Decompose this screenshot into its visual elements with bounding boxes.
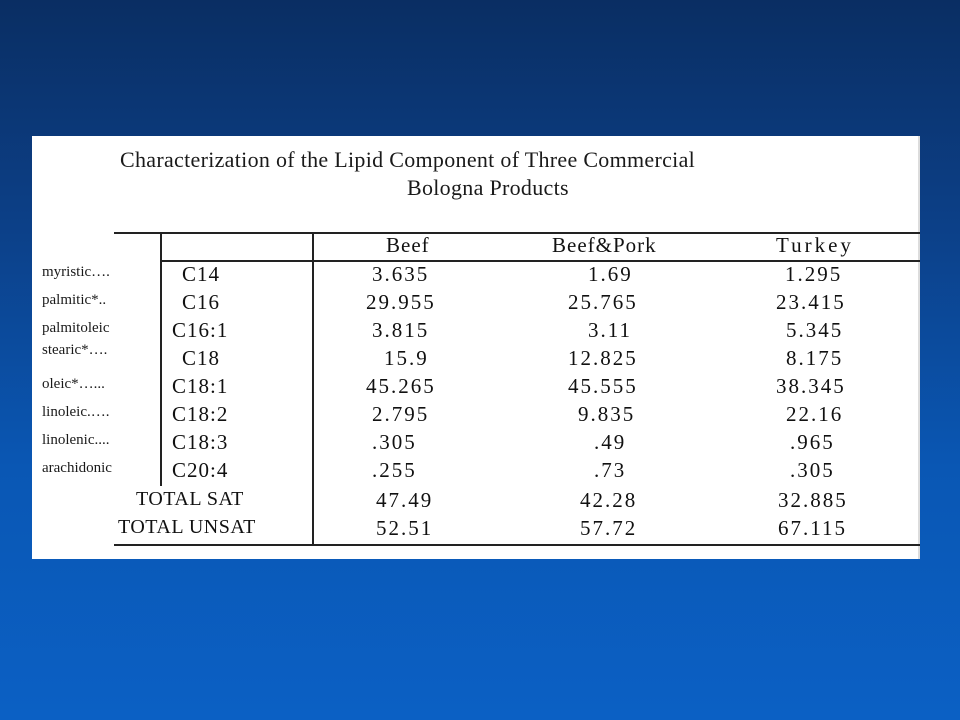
table-row bbox=[0, 374, 960, 402]
fatty-acid-code: C18:2 bbox=[172, 402, 229, 426]
turkey-total: 32.885 bbox=[778, 488, 848, 512]
beef-value: .305 bbox=[372, 430, 417, 454]
turkey-value: 38.345 bbox=[776, 374, 846, 398]
beef-value: 29.955 bbox=[366, 290, 436, 314]
total-label: TOTAL SAT bbox=[136, 488, 244, 510]
table-row bbox=[0, 430, 960, 458]
beef-pork-value: .73 bbox=[594, 458, 627, 482]
beef-pork-value: 45.555 bbox=[568, 374, 638, 398]
turkey-value: 23.415 bbox=[776, 290, 846, 314]
turkey-value: 22.16 bbox=[786, 402, 844, 426]
total-row bbox=[0, 488, 960, 516]
beef-value: 3.815 bbox=[372, 318, 430, 342]
slide-subtitle: Bologna Products bbox=[407, 175, 569, 200]
beef-total: 47.49 bbox=[376, 488, 434, 512]
column-header-beef: Beef bbox=[386, 233, 430, 257]
fatty-acid-code: C18:1 bbox=[172, 374, 229, 398]
turkey-value: .305 bbox=[790, 458, 835, 482]
fatty-acid-name: myristic…. bbox=[42, 264, 110, 280]
beef-pork-value: 1.69 bbox=[588, 262, 633, 286]
beef-pork-value: 12.825 bbox=[568, 346, 638, 370]
turkey-value: 8.175 bbox=[786, 346, 844, 370]
fatty-acid-code: C14 bbox=[182, 262, 221, 286]
beef-value: .255 bbox=[372, 458, 417, 482]
column-header-beef-pork: Beef&Pork bbox=[552, 233, 657, 257]
table-row bbox=[0, 290, 960, 318]
beef-pork-total: 42.28 bbox=[580, 488, 638, 512]
fatty-acid-code: C18 bbox=[182, 346, 221, 370]
fatty-acid-name: linolenic.... bbox=[42, 432, 110, 448]
fatty-acid-name: palmitic*.. bbox=[42, 292, 107, 308]
column-header-turkey: Turkey bbox=[776, 233, 854, 257]
fatty-acid-name: oleic*…... bbox=[42, 376, 105, 392]
beef-pork-value: 25.765 bbox=[568, 290, 638, 314]
beef-value: 45.265 bbox=[366, 374, 436, 398]
total-row bbox=[0, 516, 960, 544]
fatty-acid-code: C16 bbox=[182, 290, 221, 314]
beef-pork-total: 57.72 bbox=[580, 516, 638, 540]
fatty-acid-name: palmitoleic bbox=[42, 320, 110, 336]
turkey-value: 1.295 bbox=[785, 262, 843, 286]
table-row bbox=[0, 402, 960, 430]
fatty-acid-name: stearic*…. bbox=[42, 342, 108, 358]
turkey-total: 67.115 bbox=[778, 516, 847, 540]
fatty-acid-code: C20:4 bbox=[172, 458, 229, 482]
beef-pork-value: 3.11 bbox=[588, 318, 632, 342]
beef-pork-value: 9.835 bbox=[578, 402, 636, 426]
slide-title: Characterization of the Lipid Component of Three Commercial bbox=[120, 147, 696, 172]
table-bottom-rule bbox=[114, 544, 920, 546]
fatty-acid-name: arachidonic bbox=[42, 460, 112, 476]
beef-total: 52.51 bbox=[376, 516, 434, 540]
beef-value: 2.795 bbox=[372, 402, 430, 426]
beef-value: 3.635 bbox=[372, 262, 430, 286]
fatty-acid-code: C18:3 bbox=[172, 430, 229, 454]
fatty-acid-name: linoleic.…. bbox=[42, 404, 110, 420]
table-row bbox=[0, 342, 960, 374]
total-label: TOTAL UNSAT bbox=[118, 516, 256, 538]
beef-value: 15.9 bbox=[384, 346, 429, 370]
fatty-acid-code: C16:1 bbox=[172, 318, 229, 342]
table-row bbox=[0, 318, 960, 346]
turkey-value: 5.345 bbox=[786, 318, 844, 342]
turkey-value: .965 bbox=[790, 430, 835, 454]
beef-pork-value: .49 bbox=[594, 430, 627, 454]
table-row bbox=[0, 458, 960, 486]
table-row bbox=[0, 262, 960, 290]
